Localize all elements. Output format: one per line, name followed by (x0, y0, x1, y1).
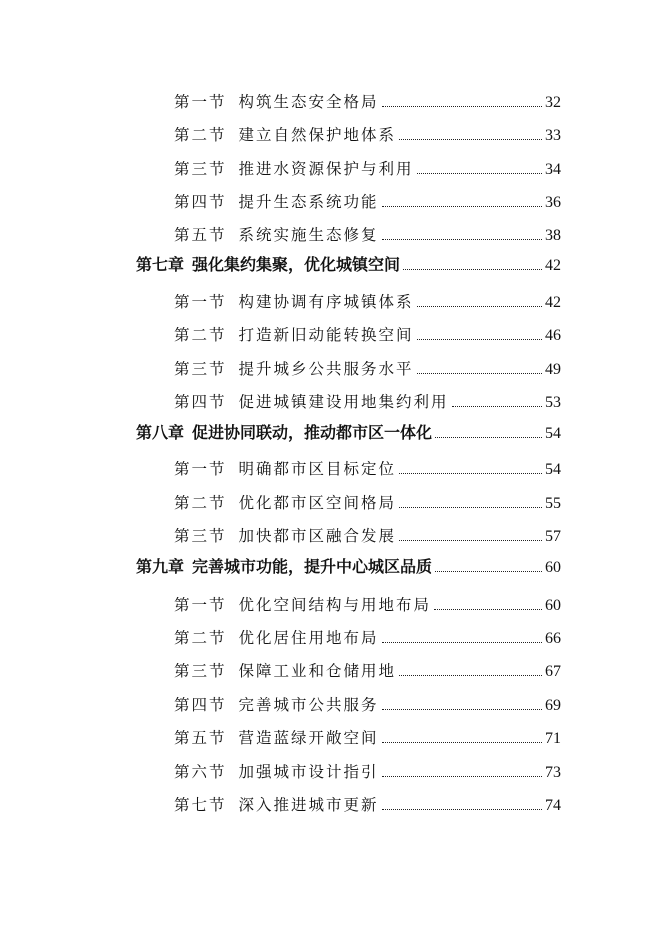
toc-entry-label (174, 389, 449, 415)
dot-leader (452, 405, 542, 407)
toc-entry-title: 提升城乡公共服务水平 (238, 360, 414, 378)
toc-entry-number: 第一节 (174, 93, 227, 111)
toc-entry-title: 系统实施生态修复 (238, 226, 379, 244)
toc-chapter-title: 促进协同联动，推动都市区一体化 (192, 423, 433, 442)
dot-leader (399, 539, 542, 541)
toc-entry-number: 第三节 (174, 662, 227, 680)
toc-entry[interactable] (174, 692, 561, 718)
toc-entry[interactable] (174, 89, 561, 115)
toc-entry-page: 46 (545, 327, 561, 344)
toc-entry-label (174, 490, 396, 516)
toc-entry-label (174, 592, 431, 618)
toc-entry[interactable] (174, 189, 561, 215)
toc-entry-page: 32 (545, 94, 561, 111)
toc-entry-page: 57 (545, 528, 561, 545)
dot-leader (417, 338, 542, 340)
toc-entry[interactable] (174, 759, 561, 785)
toc-entry-title: 深入推进城市更新 (238, 796, 379, 814)
toc-entry-page: 33 (545, 127, 561, 144)
toc-entry[interactable] (174, 156, 561, 182)
toc-entry-page: 42 (545, 294, 561, 311)
dot-leader (399, 674, 542, 676)
toc-entry-number: 第四节 (174, 696, 227, 714)
dot-leader (382, 741, 542, 743)
toc-entry-page: 42 (545, 257, 561, 274)
dot-leader (417, 172, 542, 174)
toc-entry-label (174, 759, 379, 785)
dot-leader (403, 268, 542, 270)
toc-chapter-number: 第九章 (136, 557, 185, 576)
toc-entry[interactable] (174, 490, 561, 516)
toc-entry-page: 34 (545, 161, 561, 178)
dot-leader (382, 105, 542, 107)
toc-entry-number: 第一节 (174, 596, 227, 614)
toc-entry-number: 第四节 (174, 193, 227, 211)
toc-entry-title: 明确都市区目标定位 (238, 460, 397, 478)
toc-entry[interactable] (174, 725, 561, 751)
toc-entry-title: 加快都市区融合发展 (238, 527, 397, 545)
toc-entry-number: 第二节 (174, 126, 227, 144)
toc-entry-title: 提升生态系统功能 (238, 193, 379, 211)
toc-entry-page: 54 (545, 461, 561, 478)
toc-entry-page: 55 (545, 495, 561, 512)
toc-entry-label (174, 122, 396, 148)
toc-entry-number: 第七节 (174, 796, 227, 814)
toc-chapter-title: 强化集约集聚，优化城镇空间 (192, 255, 401, 274)
toc-entry[interactable] (174, 322, 561, 348)
toc-entry-page: 60 (545, 597, 561, 614)
dot-leader (382, 205, 542, 207)
toc-entry-title: 完善城市公共服务 (238, 696, 379, 714)
toc-entry-title: 推进水资源保护与利用 (238, 160, 414, 178)
dot-leader (417, 305, 542, 307)
toc-entry-page: 71 (545, 730, 561, 747)
toc-entry-label (174, 222, 379, 248)
toc-chapter-entry[interactable] (136, 252, 561, 278)
toc-entry-label (174, 456, 396, 482)
toc-entry-title: 优化都市区空间格局 (238, 494, 397, 512)
toc-entry-title: 优化居住用地布局 (238, 629, 379, 647)
toc-entry-title: 加强城市设计指引 (238, 763, 379, 781)
dot-leader (382, 775, 542, 777)
toc-entry-label (174, 625, 379, 651)
toc-entry-page: 67 (545, 663, 561, 680)
toc-entry-page: 54 (545, 425, 561, 442)
toc-entry-number: 第三节 (174, 160, 227, 178)
toc-entry[interactable] (174, 625, 561, 651)
toc-entry[interactable] (174, 222, 561, 248)
toc-entry-number: 第二节 (174, 326, 227, 344)
toc-entry-number: 第二节 (174, 494, 227, 512)
toc-entry-label (174, 89, 379, 115)
toc-entry[interactable] (174, 289, 561, 315)
dot-leader (399, 506, 542, 508)
toc-entry-label (174, 356, 414, 382)
toc-entry-page: 66 (545, 630, 561, 647)
toc-chapter-number: 第七章 (136, 255, 185, 274)
toc-entry-page: 74 (545, 797, 561, 814)
toc-entry-label (174, 289, 414, 315)
toc-entry-label (174, 792, 379, 818)
dot-leader (382, 708, 542, 710)
toc-entry[interactable] (174, 456, 561, 482)
toc-entry-number: 第一节 (174, 293, 227, 311)
toc-entry[interactable] (174, 792, 561, 818)
dot-leader (399, 138, 542, 140)
toc-entry-page: 38 (545, 227, 561, 244)
toc-entry-label (174, 658, 396, 684)
dot-leader (417, 372, 542, 374)
toc-entry-page: 53 (545, 394, 561, 411)
toc-chapter-number: 第八章 (136, 423, 185, 442)
toc-entry-number: 第五节 (174, 729, 227, 747)
toc-chapter-entry[interactable] (136, 554, 561, 580)
toc-entry-label (174, 523, 396, 549)
toc-entry-label (174, 322, 414, 348)
dot-leader (399, 472, 542, 474)
toc-entry-title: 促进城镇建设用地集约利用 (238, 393, 449, 411)
toc-entry-page: 73 (545, 764, 561, 781)
toc-entry[interactable] (174, 122, 561, 148)
toc-entry-title: 构建协调有序城镇体系 (238, 293, 414, 311)
dot-leader (382, 808, 542, 810)
toc-entry-label (136, 252, 400, 278)
toc-entry-number: 第六节 (174, 763, 227, 781)
toc-entry-number: 第三节 (174, 527, 227, 545)
toc-entry-label (174, 189, 379, 215)
toc-entry-label (136, 554, 432, 580)
toc-entry-title: 构筑生态安全格局 (238, 93, 379, 111)
toc-entry-title: 打造新旧动能转换空间 (238, 326, 414, 344)
toc-entry-page: 60 (545, 559, 561, 576)
toc-entry-page: 36 (545, 194, 561, 211)
toc-entry-label (174, 156, 414, 182)
toc-entry-number: 第五节 (174, 226, 227, 244)
toc-entry-number: 第二节 (174, 629, 227, 647)
dot-leader (435, 436, 542, 438)
dot-leader (435, 570, 542, 572)
toc-entry-title: 建立自然保护地体系 (238, 126, 397, 144)
toc-entry[interactable] (174, 658, 561, 684)
toc-entry-number: 第一节 (174, 460, 227, 478)
toc-entry[interactable] (174, 389, 561, 415)
toc-entry-title: 营造蓝绿开敞空间 (238, 729, 379, 747)
toc-entry[interactable] (174, 356, 561, 382)
toc-entry-page: 69 (545, 697, 561, 714)
toc-entry-title: 优化空间结构与用地布局 (238, 596, 432, 614)
toc-entry-label (174, 692, 379, 718)
toc-chapter-entry[interactable] (136, 420, 561, 446)
toc-entry[interactable] (174, 523, 561, 549)
dot-leader (434, 608, 542, 610)
toc-entry-label (136, 420, 432, 446)
toc-entry-page: 49 (545, 361, 561, 378)
dot-leader (382, 641, 542, 643)
dot-leader (382, 238, 542, 240)
toc-chapter-title: 完善城市功能，提升中心城区品质 (192, 557, 433, 576)
toc-entry-title: 保障工业和仓储用地 (238, 662, 397, 680)
toc-entry-label (174, 725, 379, 751)
toc-entry-number: 第三节 (174, 360, 227, 378)
toc-entry-number: 第四节 (174, 393, 227, 411)
toc-entry[interactable] (174, 592, 561, 618)
